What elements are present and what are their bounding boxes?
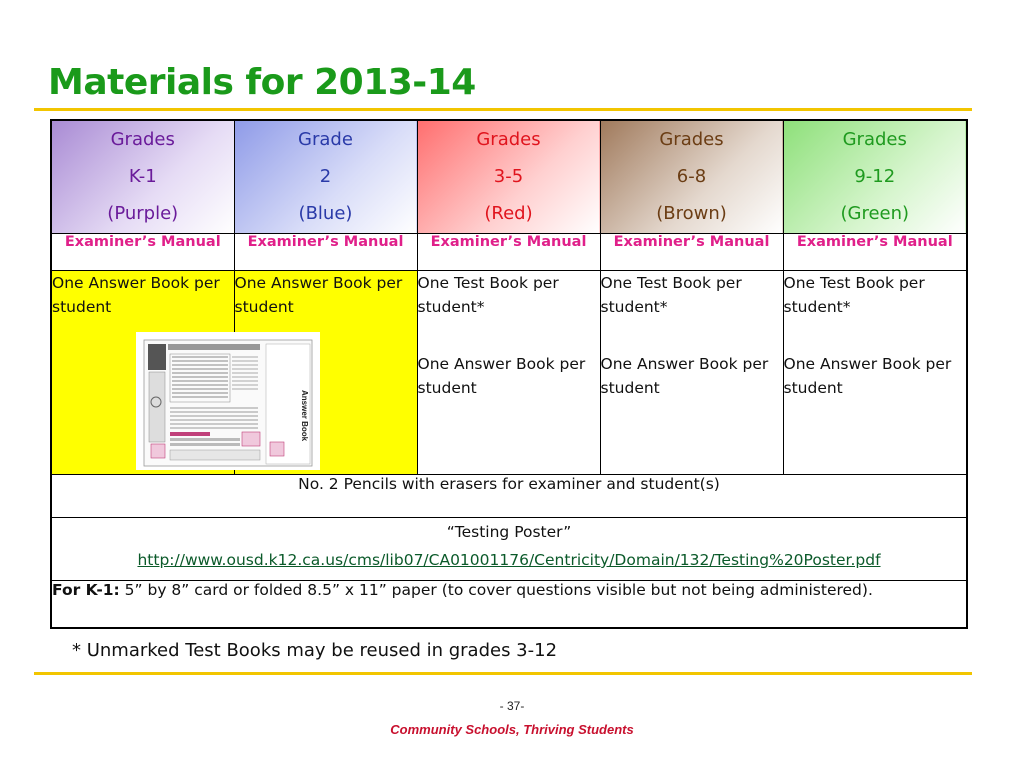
poster-link[interactable]: http://www.ousd.k12.ca.us/cms/lib07/CA01001176/Centricity/Domain/132/Testing%20Poster.pdf bbox=[137, 551, 881, 569]
k1-note-text: 5” by 8” card or folded 8.5” x 11” paper (to cover questions visible but not being administered). bbox=[119, 581, 873, 599]
title-divider bbox=[34, 108, 972, 111]
examiner-manual-row bbox=[51, 234, 967, 271]
grade-header-3-5: Grades 3-5 (Red) bbox=[417, 120, 600, 234]
grade-header-9-12: Grades 9-12 (Green) bbox=[783, 120, 967, 234]
footer-divider bbox=[34, 672, 972, 675]
examiner-manual-cell: Examiner’s Manual bbox=[234, 234, 417, 271]
materials-cell-9-12: One Test Book per student* One Answer Book per student bbox=[783, 271, 967, 475]
grade-header-k1: Grades K-1 (Purple) bbox=[51, 120, 234, 234]
k1-note-prefix: For K-1: bbox=[52, 581, 120, 599]
grade-header-6-8: Grades 6-8 (Brown) bbox=[600, 120, 783, 234]
slide-title: Materials for 2013-14 bbox=[48, 62, 476, 103]
poster-row bbox=[51, 518, 967, 581]
k1-note-row bbox=[51, 581, 967, 629]
materials-cell-k1: One Answer Book per student bbox=[51, 271, 234, 475]
examiner-manual-cell: Examiner’s Manual bbox=[600, 234, 783, 271]
examiner-manual-cell: Examiner’s Manual bbox=[51, 234, 234, 271]
examiner-manual-cell: Examiner’s Manual bbox=[417, 234, 600, 271]
materials-cell-2: One Answer Book per student bbox=[234, 271, 417, 475]
pencils-row bbox=[51, 475, 967, 518]
poster-label: “Testing Poster” bbox=[446, 523, 572, 541]
examiner-manual-cell: Examiner’s Manual bbox=[783, 234, 967, 271]
materials-cell-6-8: One Test Book per student* One Answer Book per student bbox=[600, 271, 783, 475]
pencils-text: No. 2 Pencils with erasers for examiner and student(s) bbox=[51, 475, 967, 518]
footer-tagline: Community Schools, Thriving Students bbox=[390, 722, 634, 737]
answer-book-image bbox=[136, 332, 320, 470]
page-number: - 37- bbox=[499, 699, 525, 713]
footnote: * Unmarked Test Books may be reused in grades 3-12 bbox=[72, 640, 558, 661]
answer-book-label: Answer Book bbox=[300, 390, 309, 442]
grade-header-row bbox=[51, 120, 967, 234]
materials-cell-3-5: One Test Book per student* One Answer Book per student bbox=[417, 271, 600, 475]
grade-header-2: Grade 2 (Blue) bbox=[234, 120, 417, 234]
